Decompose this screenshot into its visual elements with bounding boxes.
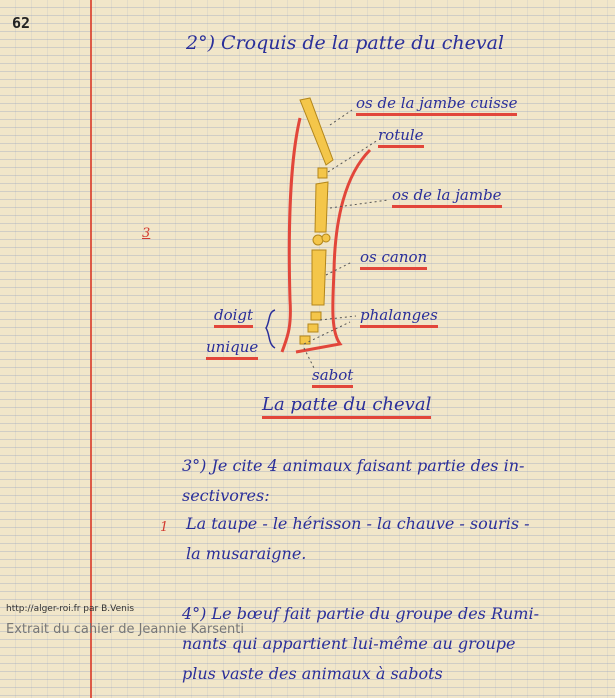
phalanx-bone (308, 324, 318, 332)
leader-line (330, 110, 352, 125)
cannon-bone (312, 250, 326, 305)
label-phalanges: phalanges (360, 306, 438, 328)
label-femur: os de la jambe cuisse (356, 94, 517, 116)
margin-mark-1: 1 (160, 520, 169, 535)
digit-brace (266, 310, 275, 348)
femur-bone (300, 98, 333, 165)
section3-line-2: sectivores: (182, 486, 270, 505)
label-cannon: os canon (360, 248, 427, 270)
margin-mark-3: 3 (142, 226, 151, 241)
leader-line (328, 140, 378, 172)
phalanx-bone (300, 336, 310, 344)
label-tibia: os de la jambe (392, 186, 502, 208)
section4-line-1: 4°) Le bœuf fait partie du groupe des Rumi- (182, 604, 539, 623)
leader-line (320, 316, 356, 320)
credit-watermark: http://alger-roi.fr par B.Venis (6, 604, 135, 614)
source-watermark: Extrait du cahier de Jeannie Karsenti (6, 622, 244, 637)
section4-line-3: plus vaste des animaux à sabots (182, 664, 443, 683)
leg-outline (282, 118, 300, 352)
label-digit-1: doigt (214, 306, 253, 328)
tibia-bone (315, 182, 328, 232)
label-hoof: sabot (312, 366, 353, 388)
page-number: 62 (12, 14, 31, 32)
leg-outline-right (296, 150, 370, 352)
phalanx-bone (311, 312, 321, 320)
section3-line-4: la musaraigne. (186, 544, 307, 563)
section4-line-2: nants qui appartient lui-même au groupe (182, 634, 516, 653)
patella-bone (318, 168, 327, 178)
drawing-caption: La patte du cheval (262, 394, 431, 419)
leader-line (330, 200, 388, 208)
section3-line-1: 3°) Je cite 4 animaux faisant partie des in- (182, 456, 525, 475)
section2-title: 2°) Croquis de la patte du cheval (186, 32, 504, 54)
tarsal-bone (322, 234, 330, 242)
label-patella: rotule (378, 126, 424, 148)
section3-line-3: La taupe - le hérisson - la chauve - souris - (186, 514, 530, 533)
tarsal-bone (313, 235, 323, 245)
label-digit-2: unique (206, 338, 258, 360)
leader-line (326, 262, 352, 275)
